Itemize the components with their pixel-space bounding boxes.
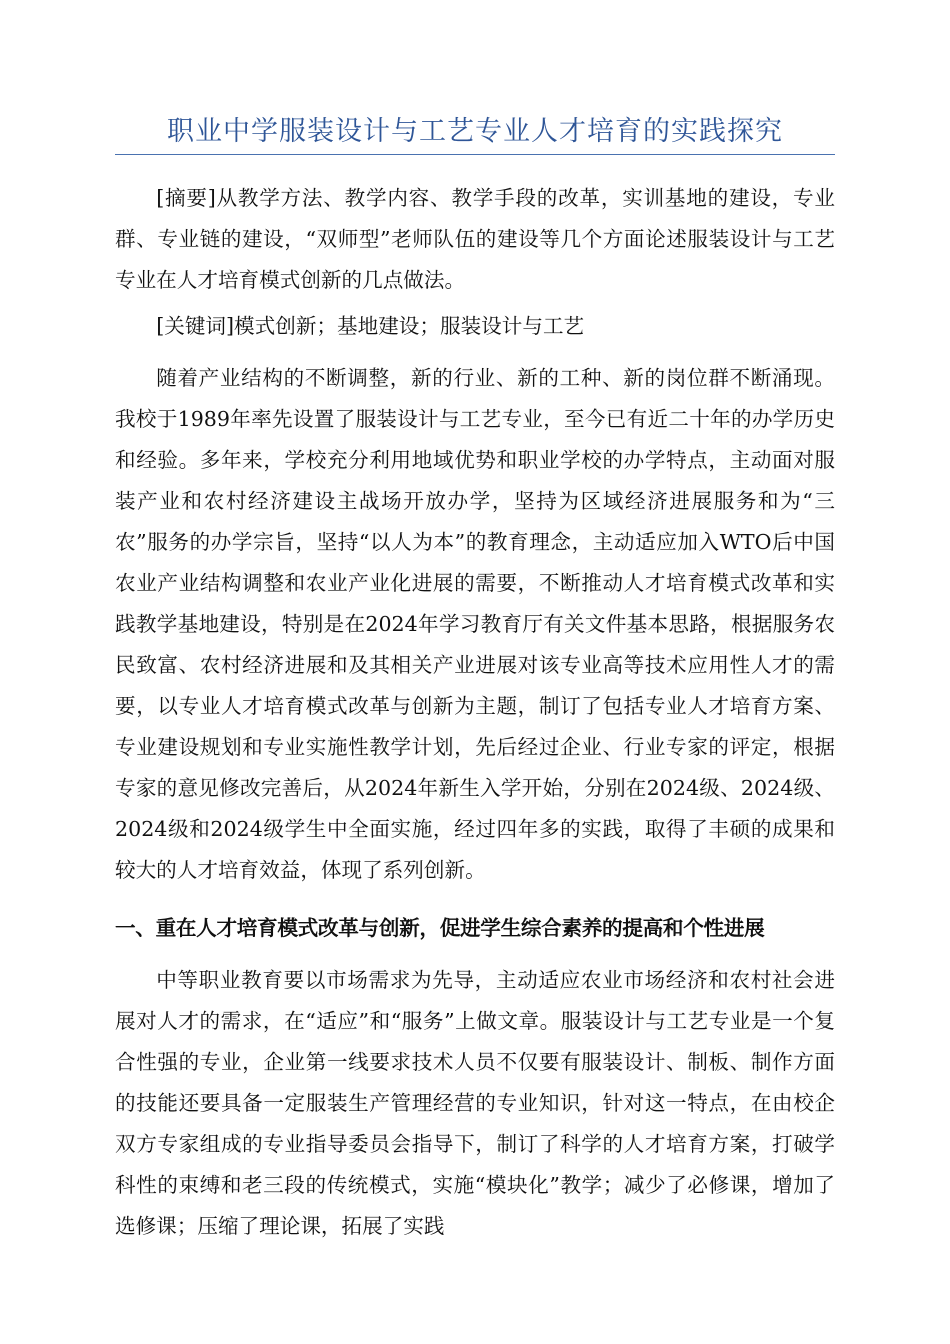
section-body-paragraph: 中等职业教育要以市场需求为先导，主动适应农业市场经济和农村社会进展对人才的需求，在“适应”和“服务”上做文章。服装设计与工艺专业是一个复合性强的专业，企业第一线要求技术人员不仅要有服装设计、制板、制作方面的技能还要具备一定服装生产管理经营的专业知识，针对这一特点，在由校企双方专家组成的专业指导委员会指导下，制订了科学的人才培育方案，打破学科性的束缚和老三段的传统模式，实施“模块化”教学；减少了必修课，增加了选修课；压缩了理论课，拓展了实践 bbox=[115, 968, 835, 1238]
document-title: 职业中学服装设计与工艺专业人才培育的实践探究 bbox=[167, 116, 783, 147]
section-heading: 一、重在人才培育模式改革与创新，促进学生综合素养的提高和个性进展 bbox=[115, 916, 765, 940]
title-underline bbox=[115, 154, 835, 155]
keywords-paragraph: [关键词]模式创新；基地建设；服装设计与工艺 bbox=[156, 314, 585, 338]
abstract-paragraph: [摘要]从教学方法、教学内容、教学手段的改革，实训基地的建设，专业群、专业链的建设，“双师型”老师队伍的建设等几个方面论述服装设计与工艺专业在人才培育模式创新的几点做法。 bbox=[115, 186, 835, 292]
intro-paragraph: 随着产业结构的不断调整，新的行业、新的工种、新的岗位群不断涌现。我校于1989年率先设置了服装设计与工艺专业，至今已有近二十年的办学历史和经验。多年来，学校充分利用地域优势和职业学校的办学特点，主动面对服装产业和农村经济建设主战场开放办学，坚持为区域经济进展服务和为“三农”服务的办学宗旨，坚持“以人为本”的教育理念，主动适应加入WTO后中国农业产业结构调整和农业产业化进展的需要，不断推动人才培育模式改革和实践教学基地建设，特别是在2024年学习教育厅有关文件基本思路，根据服务农民致富、农村经济进展和及其相关产业进展对该专业高等技术应用性人才的需要，以专业人才培育模式改革与创新为主题，制订了包括专业人才培育方案、专业建设规划和专业实施性教学计划，先后经过企业、行业专家的评定，根据专家的意见修改完善后，从2024年新生入学开始，分别在2024级、2024级、2024级和2024级学生中全面实施，经过四年多的实践，取得了丰硕的成果和较大的人才培育效益，体现了系列创新。 bbox=[115, 366, 835, 882]
